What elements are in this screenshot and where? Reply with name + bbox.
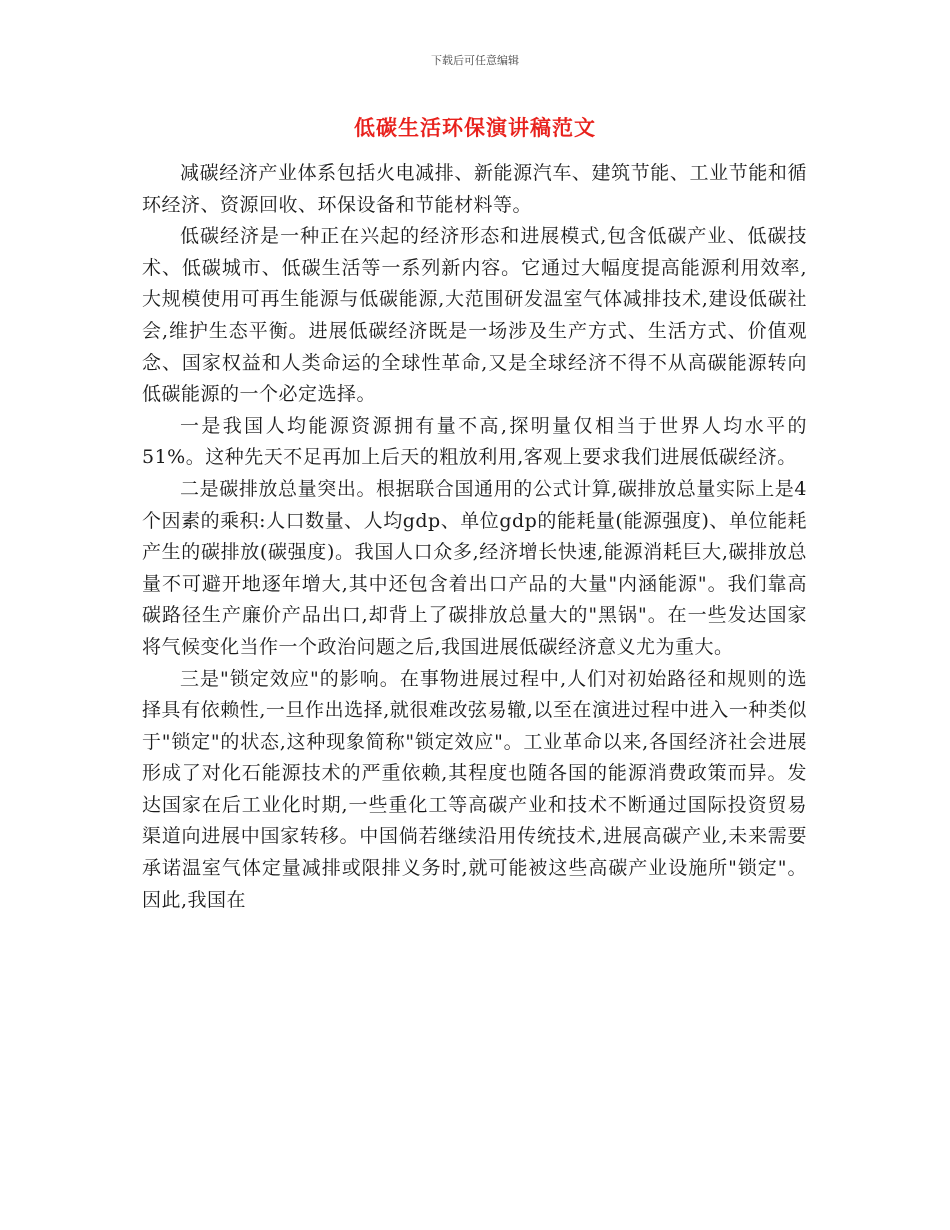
- document-title: 低碳生活环保演讲稿范文: [354, 116, 596, 140]
- paragraph: 低碳经济是一种正在兴起的经济形态和进展模式,包含低碳产业、低碳技术、低碳城市、低碳生活等一系列新内容。它通过大幅度提高能源利用效率,大规模使用可再生能源与低碳能源,大范围研发温室气体减排技术,建设低碳社会,维护生态平衡。进展低碳经济既是一场涉及生产方式、生活方式、价值观念、国家权益和人类命运的全球性革命,又是全球经济不得不从高碳能源转向低碳能源的一个必定选择。: [142, 225, 807, 406]
- paragraph: 三是"锁定效应"的影响。在事物进展过程中,人们对初始路径和规则的选择具有依赖性,一旦作出选择,就很难改弦易辙,以至在演进过程中进入一种类似于"锁定"的状态,这种现象简称"锁定效应"。工业革命以来,各国经济社会进展形成了对化石能源技术的严重依赖,其程度也随各国的能源消费政策而异。发达国家在后工业化时期,一些重化工等高碳产业和技术不断通过国际投资贸易渠道向进展中国家转移。中国倘若继续沿用传统技术,进展高碳产业,未来需要承诺温室气体定量减排或限排义务时,就可能被这些高碳产业设施所"锁定"。因此,我国在: [142, 667, 807, 911]
- header-note: 下载后可任意编辑: [431, 54, 519, 67]
- paragraph: 一是我国人均能源资源拥有量不高,探明量仅相当于世界人均水平的51%。这种先天不足再加上后天的粗放利用,客观上要求我们进展低碳经济。: [142, 414, 807, 469]
- document-body: [142, 158, 807, 916]
- paragraph: 二是碳排放总量突出。根据联合国通用的公式计算,碳排放总量实际上是4个因素的乘积:人口数量、人均gdp、单位gdp的能耗量(能源强度)、单位能耗产生的碳排放(碳强度)。我国人口众多,经济增长快速,能源消耗巨大,碳排放总量不可避开地逐年增大,其中还包含着出口产品的大量"内涵能源"。我们靠高碳路径生产廉价产品出口,却背上了碳排放总量大的"黑锅"。在一些发达国家将气候变化当作一个政治问题之后,我国进展低碳经济意义尤为重大。: [142, 477, 807, 658]
- paragraph: 减碳经济产业体系包括火电减排、新能源汽车、建筑节能、工业节能和循环经济、资源回收、环保设备和节能材料等。: [142, 162, 807, 216]
